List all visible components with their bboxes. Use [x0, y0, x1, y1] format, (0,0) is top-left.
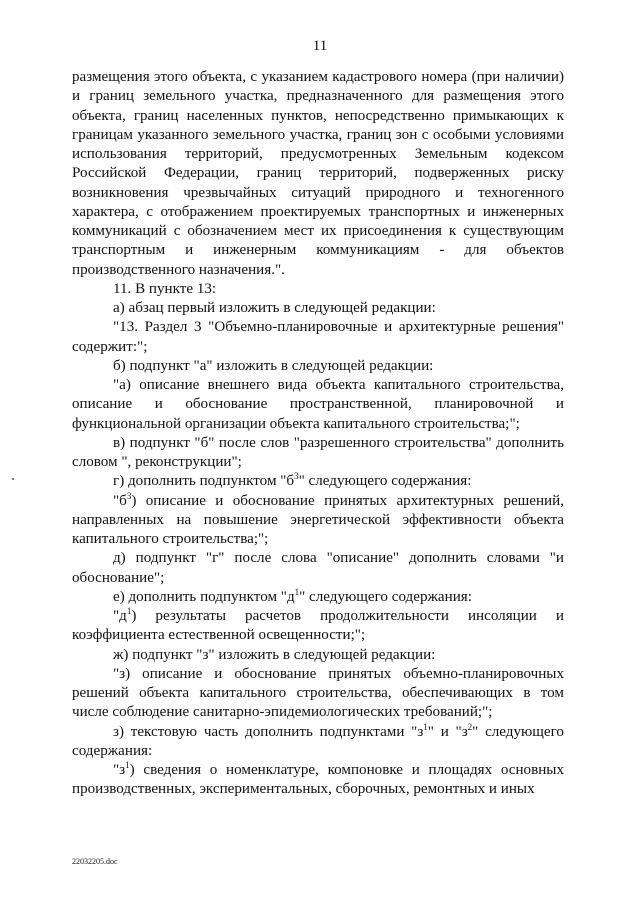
text-segment: г) дополнить подпунктом "б	[113, 473, 295, 490]
text-segment: " следующего содержания:	[72, 723, 564, 759]
footer-filename: 22032205.doc	[72, 857, 118, 866]
page-number: 11	[312, 38, 328, 54]
text-segment: "б	[113, 492, 127, 509]
paragraph-13-quote: "13. Раздел 3 "Объемно-планировочные и архитектурные решения" содержит:";	[72, 319, 564, 355]
text-segment: "д	[113, 608, 127, 624]
text-segment: ) описание и обоснование принятых архитектурных решений, направленных на повышение энергетической эффективности объекта капитального строительства;";	[72, 492, 564, 547]
paragraph-b3-quote	[72, 492, 564, 550]
paragraph-z1-quote	[72, 761, 564, 800]
text-segment: е) дополнить подпунктом "д	[113, 588, 295, 605]
paragraph-g	[72, 472, 564, 491]
superscript: 2	[467, 721, 473, 732]
superscript: 1	[126, 606, 132, 616]
paragraph-a-quote: "а) описание внешнего вида объекта капитального строительства, описание и обоснование пространственной, планировочной и функциональной организации объекта капитального строительства;";	[72, 377, 564, 432]
paragraph-zh: ж) подпункт "з" изложить в следующей редакции:	[113, 646, 436, 663]
scan-speck	[12, 478, 14, 480]
paragraph-d1-quote	[72, 607, 564, 646]
text-segment: ) результаты расчетов продолжительности инсоляции и коэффициента естественной освещенности;";	[72, 608, 564, 644]
superscript: 1	[423, 721, 428, 732]
superscript: 3	[126, 490, 132, 501]
text-segment: ) сведения о номенклатуре, компоновке и площадях основных производственных, экспериментальных, сборочных, ремонтных и иных	[72, 762, 564, 798]
paragraph-b: б) подпункт "а" изложить в следующей редакции:	[113, 357, 434, 374]
paragraph-e	[72, 588, 564, 607]
text-segment: "з	[113, 762, 126, 778]
document-body	[72, 68, 564, 800]
text-segment: з) текстовую часть дополнить подпунктами "з	[113, 723, 424, 740]
paragraph-d: д) подпункт "г" после слова "описание" дополнить словами "и обоснование";	[72, 550, 564, 586]
superscript: 1	[294, 586, 300, 597]
superscript: 1	[125, 760, 130, 770]
superscript: 3	[294, 471, 299, 482]
text-segment: " и "з	[427, 723, 468, 740]
text-segment: " следующего содержания:	[299, 588, 472, 605]
paragraph-a: а) абзац первый изложить в следующей редакции:	[113, 300, 436, 316]
text-segment: " следующего содержания:	[298, 473, 472, 490]
paragraph-continuation: размещения этого объекта, с указанием кадастрового номера (при наличии) и границ земельного участка, предназначенного для размещения этого объекта, границ населенных пунктов, непосредственно примыкающих к границам указанного земельного участка, границ зон с особыми условиями использования территорий, предусмотренных Земельным кодексом Российской Федерации, границ территорий, подверженных риску возникновения чрезвычайных ситуаций природного и техногенного характера, с отображением проектируемых транспортных и инженерных коммуникаций с обозначением мест их присоединения к существующим транспортным и инженерным коммуникациям - для объектов производственного назначения.".	[72, 69, 564, 278]
paragraph-item-11: 11. В пункте 13:	[113, 280, 217, 297]
paragraph-v: в) подпункт "б" после слов "разрешенного строительства" дополнить словом ", реконструкции";	[72, 434, 564, 470]
paragraph-z-quote: "з) описание и обоснование принятых объемно-планировочных решений объекта капитального строительства, обеспечивающих в том числе соблюдение санитарно-эпидемиологических требований;";	[72, 665, 564, 721]
paragraph-z	[72, 723, 564, 762]
